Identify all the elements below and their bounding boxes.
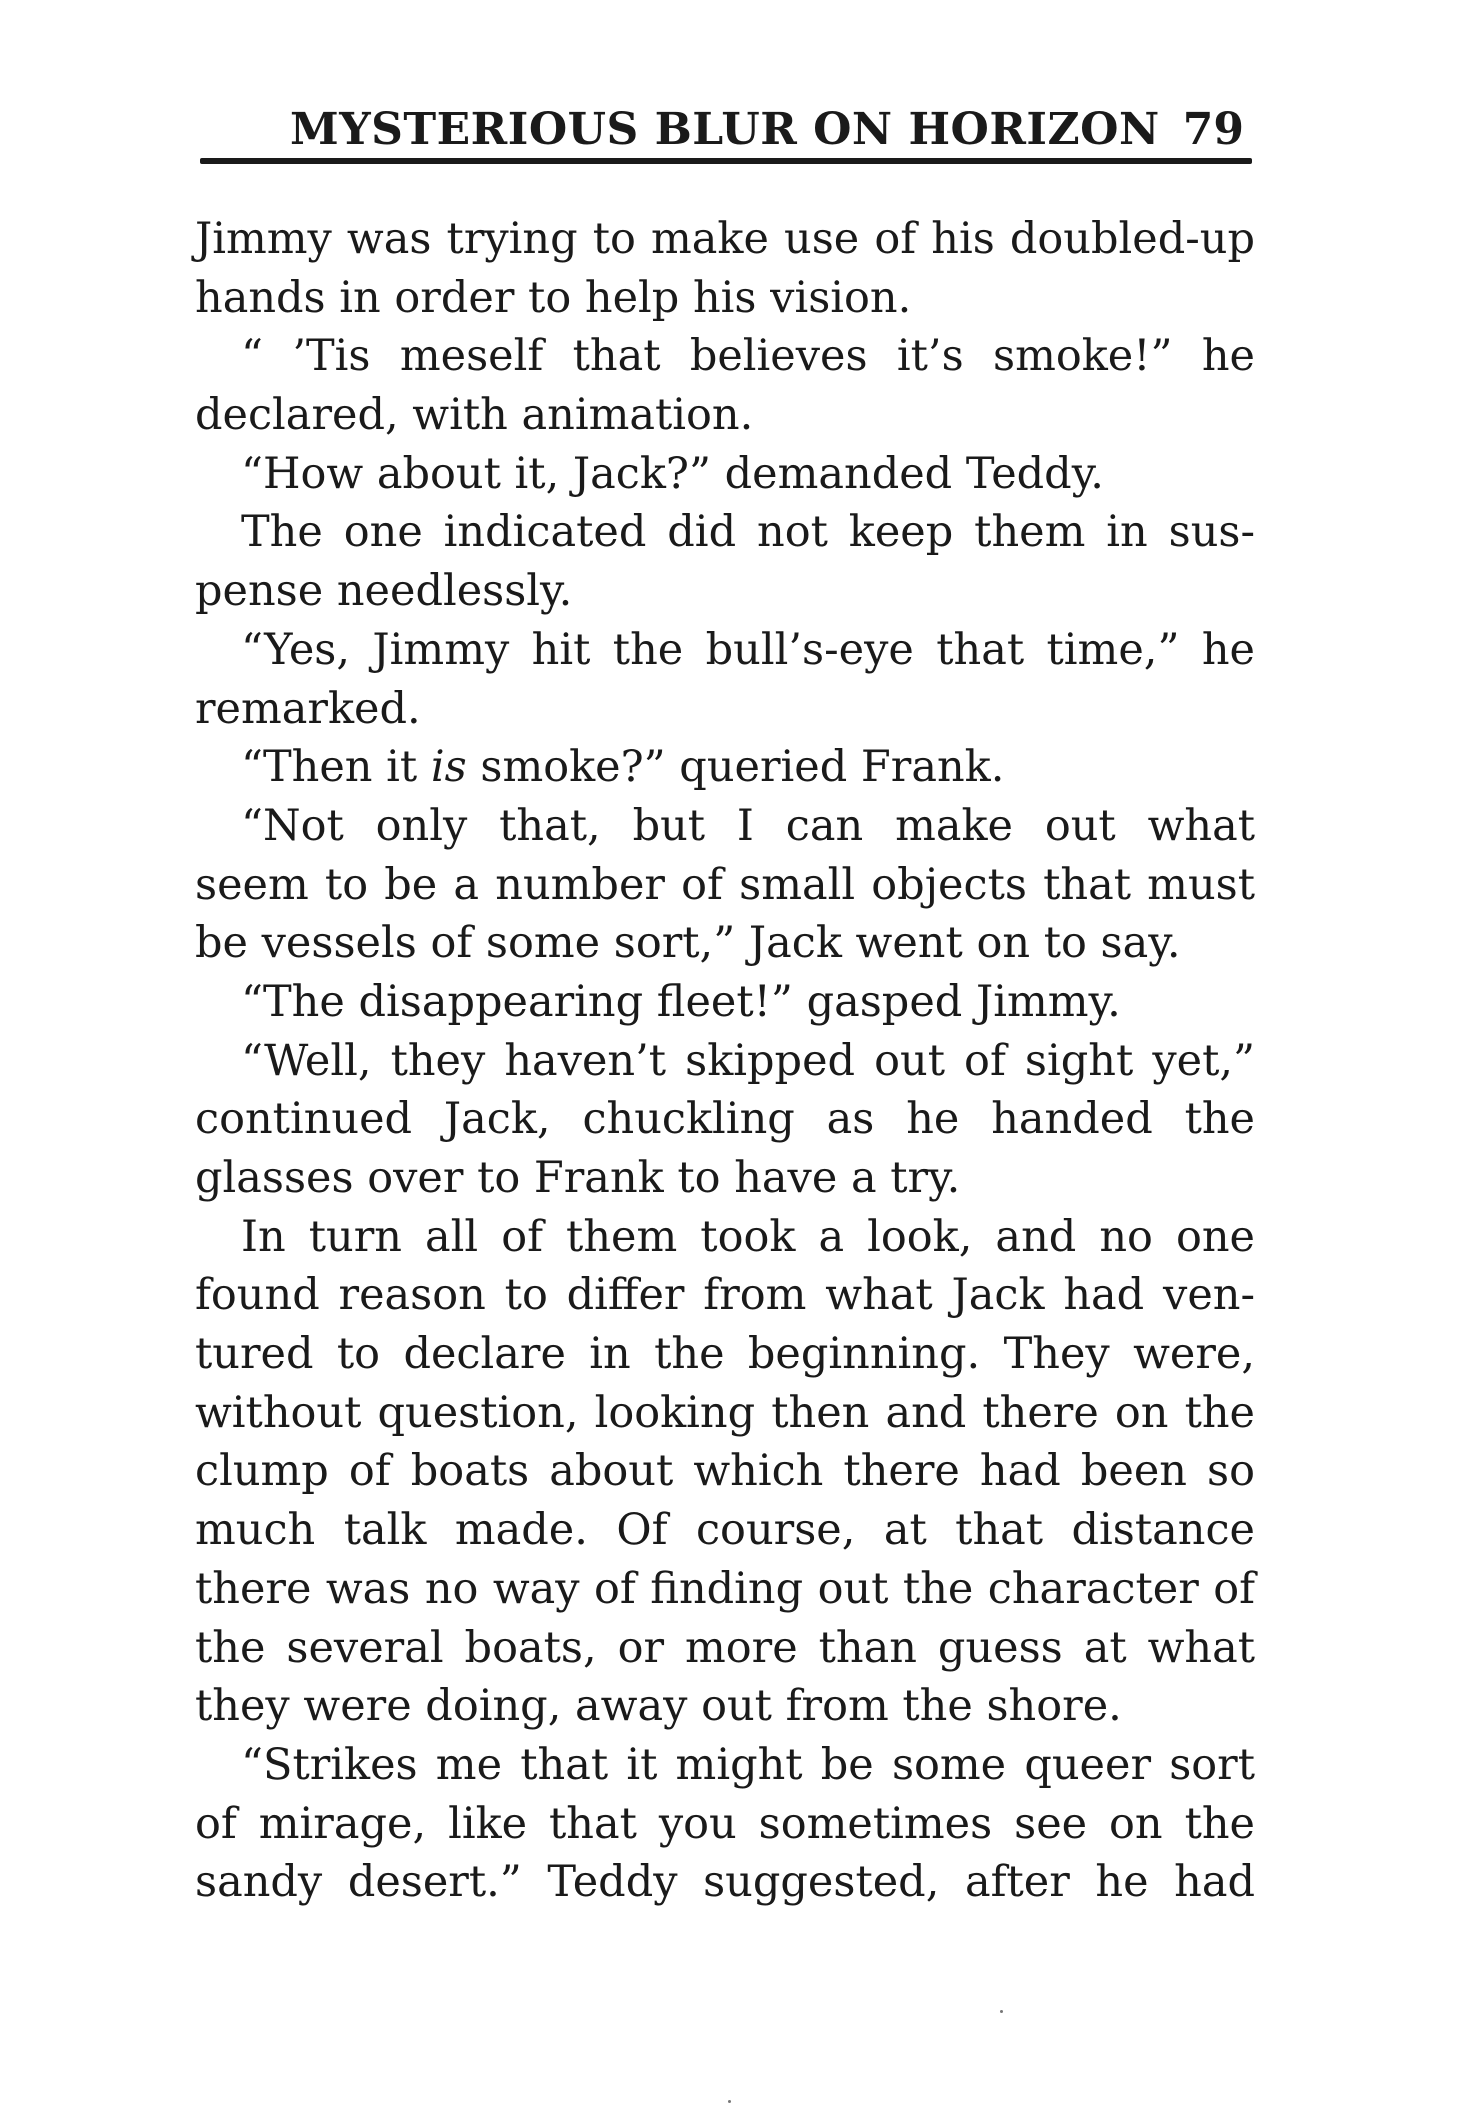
text-line: In turn all of them took a look, and no one bbox=[241, 1211, 1255, 1262]
text-line: found reason to differ from what Jack had ven- bbox=[195, 1270, 1255, 1321]
page-header bbox=[200, 100, 1252, 160]
print-speck bbox=[728, 2100, 731, 2103]
text-segment: smoke?” queried Frank. bbox=[466, 742, 1005, 793]
text-line: “ ’Tis meself that believes it’s smoke!” he bbox=[241, 331, 1255, 382]
italic-word: is bbox=[430, 742, 467, 793]
text-segment: “Then it bbox=[241, 742, 431, 793]
text-line: clump of boats about which there had been so bbox=[195, 1446, 1255, 1497]
text-line: the several boats, or more than guess at what bbox=[195, 1622, 1255, 1673]
text-line: continued Jack, chuckling as he handed the bbox=[195, 1094, 1255, 1145]
text-line: pense needlessly. bbox=[195, 566, 573, 617]
text-line: “The disappearing fleet!” gasped Jimmy. bbox=[241, 976, 1121, 1027]
text-line: “Not only that, but I can make out what bbox=[241, 800, 1255, 851]
text-line bbox=[195, 738, 1255, 797]
text-line: “How about it, Jack?” demanded Teddy. bbox=[241, 448, 1104, 499]
body-text bbox=[195, 210, 1255, 1912]
page-number: 79 bbox=[1182, 104, 1244, 155]
text-line: there was no way of finding out the character of bbox=[195, 1563, 1255, 1614]
text-line: be vessels of some sort,” Jack went on to say. bbox=[195, 918, 1181, 969]
text-line: declared, with animation. bbox=[195, 390, 754, 441]
text-line: Jimmy was trying to make use of his doubled-up bbox=[195, 214, 1255, 264]
print-speck bbox=[1000, 2010, 1003, 2013]
text-line: tured to declare in the beginning. They were, bbox=[195, 1329, 1255, 1380]
text-line: “Well, they haven’t skipped out of sight yet,” bbox=[241, 1035, 1255, 1086]
text-line: “Yes, Jimmy hit the bull’s-eye that time,” he bbox=[241, 624, 1255, 675]
text-line: seem to be a number of small objects that must bbox=[195, 859, 1255, 910]
text-line: hands in order to help his vision. bbox=[195, 272, 912, 323]
header-rule bbox=[200, 158, 1252, 164]
text-line: “Strikes me that it might be some queer sort bbox=[241, 1739, 1255, 1790]
text-line: glasses over to Frank to have a try. bbox=[195, 1153, 961, 1203]
text-line: of mirage, like that you sometimes see on the bbox=[195, 1798, 1255, 1849]
text-line: without question, looking then and there on the bbox=[195, 1387, 1255, 1438]
text-line: The one indicated did not keep them in sus- bbox=[241, 507, 1255, 558]
text-line: sandy desert.” Teddy suggested, after he had bbox=[195, 1857, 1255, 1908]
text-line: remarked. bbox=[195, 683, 421, 734]
running-title: MYSTERIOUS BLUR ON HORIZON bbox=[290, 104, 1160, 155]
text-line: they were doing, away out from the shore. bbox=[195, 1681, 1122, 1732]
text-line: much talk made. Of course, at that distance bbox=[195, 1505, 1255, 1556]
